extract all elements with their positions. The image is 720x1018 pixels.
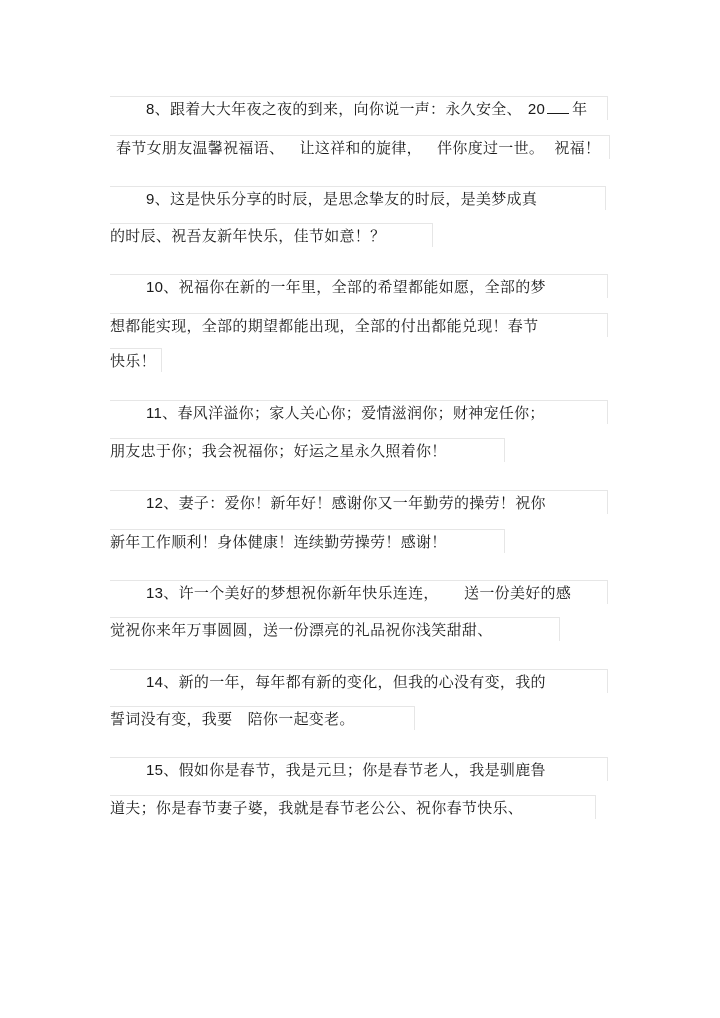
paragraph-14-line-2 [110,706,415,730]
paragraph-8-text-1: 、跟着大大年夜之夜的到来，向你说一声：永久安全、 [154,100,522,118]
paragraph-12-text-2: 新年工作顺利！身体健康！连续勤劳操劳！感谢！ [110,533,447,551]
paragraph-13-line-2 [110,617,560,641]
paragraph-15-number: 15 [146,762,164,779]
paragraph-10-number: 10 [146,279,164,296]
paragraph-11-text-2: 朋友忠于你；我会祝福你；好运之星永久照着你！ [110,442,447,460]
paragraph-9-number: 9 [146,191,155,208]
paragraph-14-line-1 [110,669,608,693]
paragraph-10-line-2 [110,313,608,337]
paragraph-10-text-2: 想都能实现，全部的期望都能出现，全部的付出都能兑现！春节 [110,317,539,335]
paragraph-9-line-1 [110,186,606,210]
paragraph-11-line-2 [110,438,505,462]
paragraph-8-year-blank [547,97,569,114]
paragraph-12-line-2 [110,529,505,553]
paragraph-14-text-1: 、新的一年，每年都有新的变化，但我的心没有变，我的 [163,673,546,691]
paragraph-9-text-2: 的时辰、祝吾友新年快乐，佳节如意！？ [110,227,386,245]
paragraph-8-year-suffix: 年 [572,100,588,118]
paragraph-9-line-2 [110,223,433,247]
paragraph-9-text-1: 、这是快乐分享的时辰，是思念挚友的时辰，是美梦成真 [154,190,538,208]
paragraph-15-text-2: 道夫；你是春节妻子婆，我就是春节老公公、祝你春节快乐、 [110,799,524,817]
paragraph-8-line-2 [110,135,610,159]
paragraph-8-number: 8 [146,101,155,118]
paragraph-13-text-1: 、许一个美好的梦想祝你新年快乐连连， 送一份美好的感 [163,584,572,602]
paragraph-11-line-1 [110,400,608,424]
paragraph-15-line-1 [110,757,608,781]
paragraph-8-year-prefix: 20 [527,101,546,118]
paragraph-12-number: 12 [146,495,164,512]
paragraph-10-text-1: 、祝福你在新的一年里，全部的希望都能如愿，全部的梦 [163,278,546,296]
paragraph-15-line-2 [110,795,596,819]
paragraph-14-text-2: 誓词没有变，我要 陪你一起变老。 [110,710,355,728]
paragraph-10-text-3: 快乐！ [110,352,156,370]
paragraph-13-text-2: 觉祝你来年万事圆圆，送一份漂亮的礼品祝你浅笑甜甜、 [110,621,493,639]
paragraph-13-line-1 [110,580,608,604]
paragraph-15-text-1: 、假如你是春节，我是元旦；你是春节老人，我是驯鹿鲁 [163,761,546,779]
paragraph-10-line-3 [110,348,162,372]
paragraph-8-line-1 [110,96,608,120]
paragraph-11-text-1: 、春风洋溢你；家人关心你；爱情滋润你；财神宠任你； [162,404,545,422]
paragraph-11-number: 11 [146,405,163,422]
paragraph-8-text-2: 春节女朋友温馨祝福语、 让这祥和的旋律， 伴你度过一世。 祝福！ [116,139,601,157]
paragraph-12-text-1: 、妻子：爱你！新年好！感谢你又一年勤劳的操劳！祝你 [163,494,546,512]
paragraph-13-number: 13 [146,585,164,602]
paragraph-10-line-1 [110,274,608,298]
paragraph-12-line-1 [110,490,608,514]
paragraph-14-number: 14 [146,674,164,691]
